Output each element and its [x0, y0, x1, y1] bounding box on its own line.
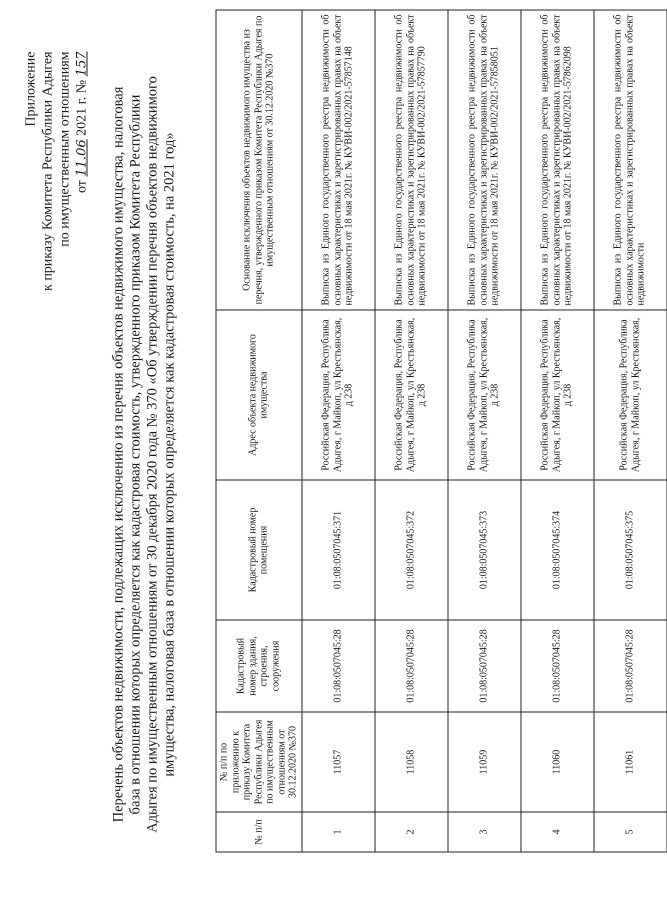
cell-building-cadastral: 01:08:0507045:28	[521, 620, 594, 712]
cell-number: 4	[521, 812, 594, 852]
cell-address: Российская Федерация, Республика Адыгея, г Майкоп, ул Крестьянская,	[594, 310, 667, 480]
cell-building-cadastral: 01:08:0507045:28	[302, 620, 375, 712]
table-header-row	[216, 10, 302, 852]
cell-appendix-ref: 11059	[448, 712, 521, 812]
cell-appendix-ref: 11061	[594, 712, 667, 812]
cell-basis: Выписка из Единого государственного реестра недвижимости об основных характеристиках и зарегистрированных правах на объект недвижимости от 18 мая 2021г. № КУВИ-002/2021-57857148	[302, 10, 375, 310]
handwritten-order-number: 157	[74, 51, 90, 77]
cell-appendix-ref: 11058	[375, 712, 448, 812]
date-prefix: от	[74, 180, 90, 194]
cell-premise-cadastral: 01:08:0507045:372	[375, 480, 448, 620]
appendix-line-1: к приказу Комитета Республики Адыгея	[40, 51, 56, 291]
appendix-line-2: по имущественным отношениям	[57, 51, 73, 247]
header-premise-cadastral: Кадастровый номер помещения	[216, 480, 302, 620]
header-building-cadastral: Кадастровый номер здания, строения, сооружения	[216, 620, 302, 712]
cell-premise-cadastral: 01:08:0507045:371	[302, 480, 375, 620]
cell-basis: Выписка из Единого государственного реестра недвижимости об основных характеристиках и зарегистрированных правах на объект недвижимости от 18 мая 2021г. № КУВИ-002/2021-57862098	[521, 10, 594, 310]
cell-basis: Выписка из Единого государственного реестра недвижимости об основных характеристиках и зарегистрированных правах на объект недвижимости	[594, 10, 667, 310]
objects-table	[216, 10, 667, 853]
date-suffix: 2021 г. №	[74, 79, 90, 136]
table-row	[594, 10, 667, 852]
cell-number: 2	[375, 812, 448, 852]
cell-premise-cadastral: 01:08:0507045:375	[594, 480, 667, 620]
appendix-block	[23, 52, 91, 412]
handwritten-date: 11.06	[74, 139, 90, 177]
cell-number: 5	[594, 812, 667, 852]
cell-appendix-ref: 11057	[302, 712, 375, 812]
document-page	[1, 0, 647, 905]
cell-address: Российская Федерация, Республика Адыгея, г Майкоп, ул Крестьянская, д 238	[448, 310, 521, 480]
cell-premise-cadastral: 01:08:0507045:373	[448, 480, 521, 620]
cell-address: Российская Федерация, Республика Адыгея, г Майкоп, ул Крестьянская, д 238	[302, 310, 375, 480]
header-number: № п/п	[216, 812, 302, 852]
cell-building-cadastral: 01:08:0507045:28	[375, 620, 448, 712]
table-row	[375, 10, 448, 852]
appendix-date-line	[74, 52, 91, 412]
header-address: Адрес объекта недвижимого имущества	[216, 310, 302, 480]
cell-appendix-ref: 11060	[521, 712, 594, 812]
cell-premise-cadastral: 01:08:0507045:374	[521, 480, 594, 620]
cell-number: 1	[302, 812, 375, 852]
cell-building-cadastral: 01:08:0507045:28	[448, 620, 521, 712]
cell-basis: Выписка из Единого государственного реестра недвижимости об основных характеристиках и зарегистрированных правах на объект недвижимости от 18 мая 2021г. № КУВИ-002/2021-57858051	[448, 10, 521, 310]
cell-number: 3	[448, 812, 521, 852]
appendix-title: Приложение	[23, 51, 39, 127]
table-row	[521, 10, 594, 852]
table-row	[448, 10, 521, 852]
cell-basis: Выписка из Единого государственного реестра недвижимости об основных характеристиках и зарегистрированных правах на объект недвижимости от 18 мая 2021г. № КУВИ-002/2021-57857790	[375, 10, 448, 310]
header-appendix-ref: № п/п по приложению к приказу Комитета Республики Адыгея по имущественным отношениям от 30.12.2020 №370	[216, 712, 302, 812]
cell-building-cadastral: 01:08:0507045:28	[594, 620, 667, 712]
header-basis: Основание исключения объектов недвижимого имущества из перечня, утвержденного приказом Комитета Республики Адыгея по имущественным отношениям от 30.12.2020 №370	[216, 10, 302, 310]
table-row	[302, 10, 375, 852]
document-heading: Перечень объектов недвижимости, подлежащих исключению из перечня объектов недвижимого имущества, налоговая база в отношении которых определяется как кадастровая стоимость, утвержденного приказом Комитета Республики Адыгея по имущественным отношениям от 30 декабря 2020 года № 370 «Об утверждении перечня объектов недвижимого имущества, налоговая база в отношении которых определяется как кадастровая стоимость, на 2021 год»	[110, 76, 178, 833]
cell-address: Российская Федерация, Республика Адыгея, г Майкоп, ул Крестьянская, д 238	[375, 310, 448, 480]
cell-address: Российская Федерация, Республика Адыгея, г Майкоп, ул Крестьянская, д 238	[521, 310, 594, 480]
